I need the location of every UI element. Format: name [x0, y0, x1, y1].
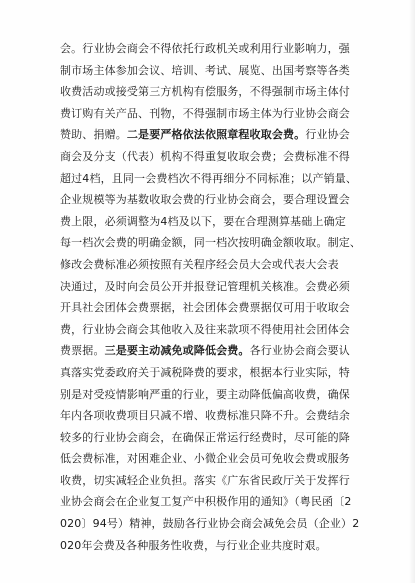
text-line: 超过4档，且同一会费档次不得再细分不同标准；以产销量、: [60, 171, 358, 185]
text-line: 较多的行业协会商会，在确保正常运行经费时，尽可能的降: [60, 430, 350, 444]
text-line: 020〕94号）精神，鼓励各行业协会商会减免会员（企业）2: [60, 517, 360, 531]
text-line: 决通过，及时向会员公开并报登记管理机关核准。会费必须: [60, 279, 350, 293]
text-line: 每一档次会费的明确金额，同一档次按明确金额收取。制定、: [60, 236, 362, 250]
text-line: 年内各项收费项目只减不增、收费标准只降不升。会费结余: [60, 409, 350, 423]
text-line: 开具社会团体会费票据，社会团体会费票据仅可用于收取会: [60, 301, 350, 315]
body-text: [60, 38, 384, 556]
text-line: 商会及分支（代表）机构不得重复收取会费；会费标准不得: [60, 149, 350, 163]
text-line: 费上限，必须调整为4档及以下，要在合理测算基础上确定: [60, 214, 346, 228]
text-line: 020年会费及各种服务性收费，与行业企业共度时艰。: [60, 538, 327, 552]
bold-heading: 三是要主动减免或降低会费。: [104, 344, 250, 358]
text-line: 收费，切实减轻企业负担。落实《广东省民政厅关于发挥行: [60, 473, 350, 487]
text-line: [60, 340, 384, 362]
text-segment: 行业协会: [305, 128, 350, 142]
text-line: 修改会费标准必须按照有关程序经会员大会或代表大会表: [60, 257, 339, 271]
text-line: 费，行业协会商会其他收入及往来款项不得使用社会团体会: [60, 322, 350, 336]
text-line: 真落实党委政府关于减税降费的要求，根据本行业实际，特: [60, 365, 350, 379]
text-segment: 各行业协会商会要认: [249, 344, 350, 358]
text-line: 收费活动或接受第三方机构有偿服务，不得强制市场主体付: [60, 85, 350, 99]
text-line: 别是对受疫情影响严重的行业，要主动降低偏高收费，确保: [60, 387, 350, 401]
text-line: 企业规模等为基数收取会费的行业协会商会，要合理设置会: [60, 193, 350, 207]
text-segment: 费票据。: [60, 344, 105, 358]
text-line: 业协会商会在企业复工复产中积极作用的通知》（粤民函〔2: [60, 495, 352, 509]
text-line: [60, 124, 384, 146]
text-segment: 赞助、捐赠。: [60, 128, 127, 142]
page-edge-shadow: [409, 0, 415, 583]
text-line: 费订购有关产品、刊物，不得强制市场主体为行业协会商会: [60, 106, 350, 120]
text-line: 低会费标准，对困难企业、小微企业会员可免收会费或服务: [60, 452, 350, 466]
text-line: 会。行业协会商会不得依托行政机关或利用行业影响力，强: [60, 42, 350, 55]
text-line: 制市场主体参加会议、培训、考试、展览、出国考察等各类: [60, 63, 350, 77]
bold-heading: 二是要严格依法依照章程收取会费。: [126, 128, 306, 142]
